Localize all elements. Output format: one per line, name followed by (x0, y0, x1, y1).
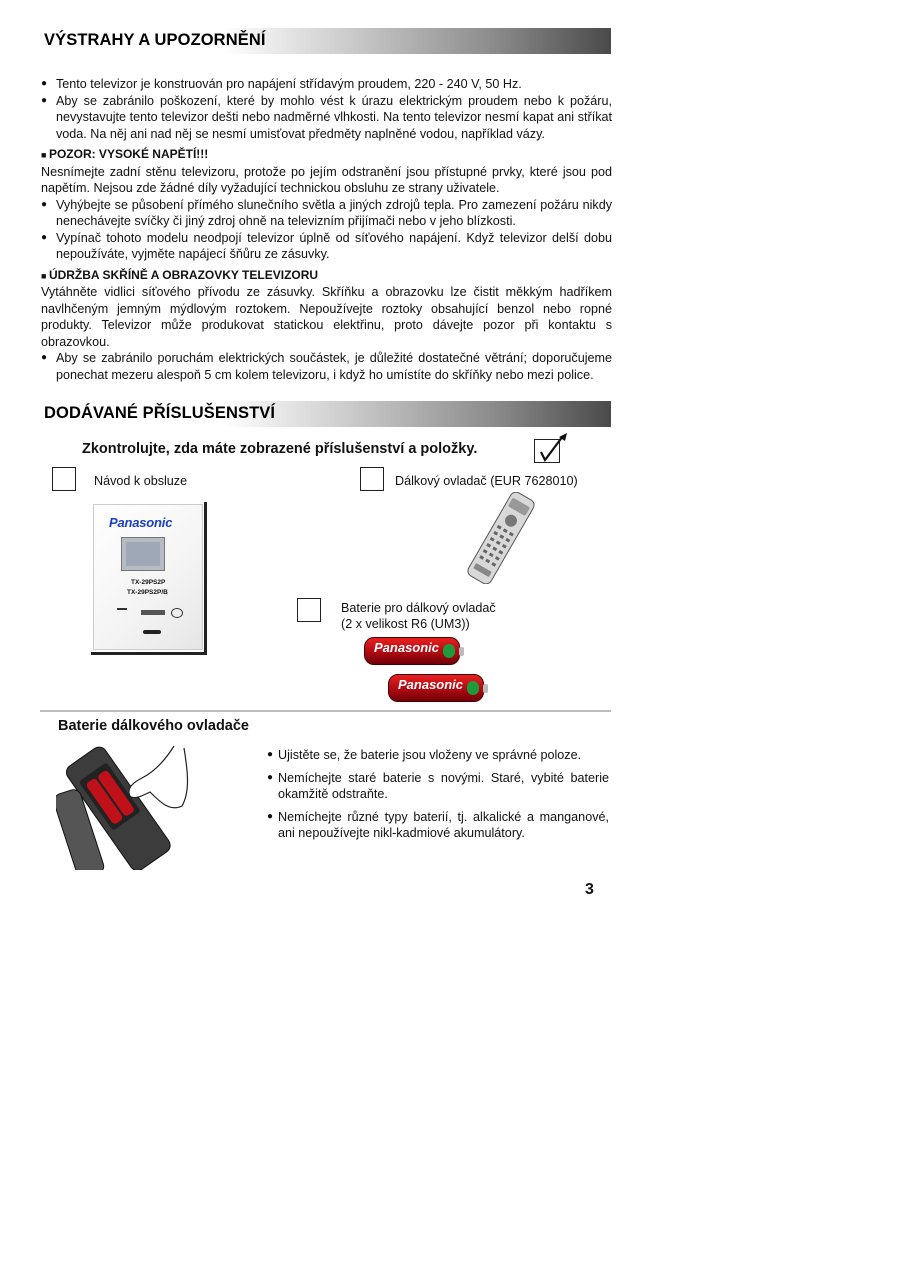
warnings-body (41, 76, 612, 383)
logo-mark (117, 608, 127, 617)
battery-brand: Panasonic (398, 677, 464, 692)
list-item: ● Aby se zabránilo poškození, které by mohlo vést k úrazu elektrickým proudem nebo k požáru, nevystavujte tento televizor dešti nebo nadměrné vlhkosti. Na tento televizor nesmí kapat ani stříkat voda. Na něj ani nad něj se nesmí umisťovat předměty naplněné vodou, například vázy. (41, 93, 612, 143)
logo-mark (141, 610, 165, 615)
manual-model-1: TX-29PS2P (131, 579, 166, 586)
battery-insertion-image (56, 742, 206, 870)
remote-checkbox[interactable] (360, 467, 384, 491)
battery-image (364, 637, 460, 665)
accessories-header-bar (40, 401, 611, 427)
logo-mark (143, 630, 161, 634)
remote-label: Dálkový ovladač (EUR 7628010) (395, 474, 578, 488)
list-item: ● Vypínač tohoto modelu neodpojí televizor úplně od síťového napájení. Když televizor delší dobu nepoužíváte, vyjměte napájecí šňůru ze zásuvky. (41, 230, 612, 263)
battery-image (388, 674, 484, 702)
high-voltage-heading: ■ POZOR: VYSOKÉ NAPĚTÍ!!! (41, 146, 612, 164)
batteries-label-2: (2 x velikost R6 (UM3)) (341, 617, 470, 631)
list-item: ● Ujistěte se, že baterie jsou vloženy ve správné poloze. (267, 747, 609, 764)
list-item: ● Tento televizor je konstruován pro napájení střídavým proudem, 220 - 240 V, 50 Hz. (41, 76, 612, 93)
section-divider (40, 710, 611, 712)
manual-model-2: TX-29PS2P/B (127, 589, 168, 596)
battery-terminal (443, 644, 455, 658)
warnings-header-bar (40, 28, 611, 54)
battery-brand: Panasonic (374, 640, 440, 655)
checkmark-icon (534, 439, 560, 463)
high-voltage-text: Nesnímejte zadní stěnu televizoru, protože po jejím odstranění jsou přístupné prvky, které jsou pod napětím. Nejsou zde žádné díly vyžadující technickou obsluhu ze strany uživatele. (41, 164, 612, 195)
manual-brand-logo: Panasonic (109, 515, 173, 530)
batteries-label-1: Baterie pro dálkový ovladač (341, 601, 496, 615)
remote-batteries-heading: Baterie dálkového ovladače (58, 718, 249, 734)
list-item: ● Nemíchejte různé typy baterií, tj. alkalické a manganové, ani nepoužívejte nikl-kadmiové akumulátory. (267, 809, 609, 842)
remote-batteries-list (267, 747, 609, 842)
accessories-title: DODÁVANÉ PŘÍSLUŠENSTVÍ (44, 404, 276, 422)
battery-terminal (467, 681, 479, 695)
list-item: ● Aby se zabránilo poruchám elektrických součástek, je důležité dostatečné větrání; doporučujeme ponechat mezeru alespoň 5 cm kolem televizoru, i když ho umístíte do skříňky nebo mezi police. (41, 350, 612, 383)
maintenance-heading: ■ ÚDRŽBA SKŘÍNĚ A OBRAZOVKY TELEVIZORU (41, 267, 612, 285)
list-item: ● Nemíchejte staré baterie s novými. Staré, vybité baterie okamžitě odstraňte. (267, 770, 609, 803)
list-item: ● Vyhýbejte se působení přímého slunečního světla a jiných zdrojů tepla. Pro zamezení požáru nikdy nenechávejte svíčky či jiný zdroj ohně na televizním přijímači nebo v jeho blízkosti. (41, 197, 612, 230)
manual-checkbox[interactable] (52, 467, 76, 491)
battery-terminal (483, 684, 488, 693)
tv-illustration (121, 537, 165, 571)
manual-cover-image (91, 502, 207, 655)
remote-control-image (466, 492, 536, 584)
page-number: 3 (585, 881, 594, 898)
maintenance-text: Vytáhněte vidlici síťového přívodu ze zásuvky. Skříňku a obrazovku lze čistit měkkým hadříkem navlhčeným jemným mýdlovým roztokem. Nepoužívejte roztoky obsahující benzol nebo ropné produkty. Televizor může produkovat statickou elektřinu, proto dávejte pozor při kontaktu s obrazovkou. (41, 285, 612, 349)
check-prompt: Zkontrolujte, zda máte zobrazené příslušenství a položky. (82, 441, 478, 457)
batteries-checkbox[interactable] (297, 598, 321, 622)
warnings-title: VÝSTRAHY A UPOZORNĚNÍ (44, 31, 266, 49)
manual-label: Návod k obsluze (94, 474, 188, 488)
battery-terminal (459, 647, 464, 656)
logo-mark (171, 608, 183, 618)
